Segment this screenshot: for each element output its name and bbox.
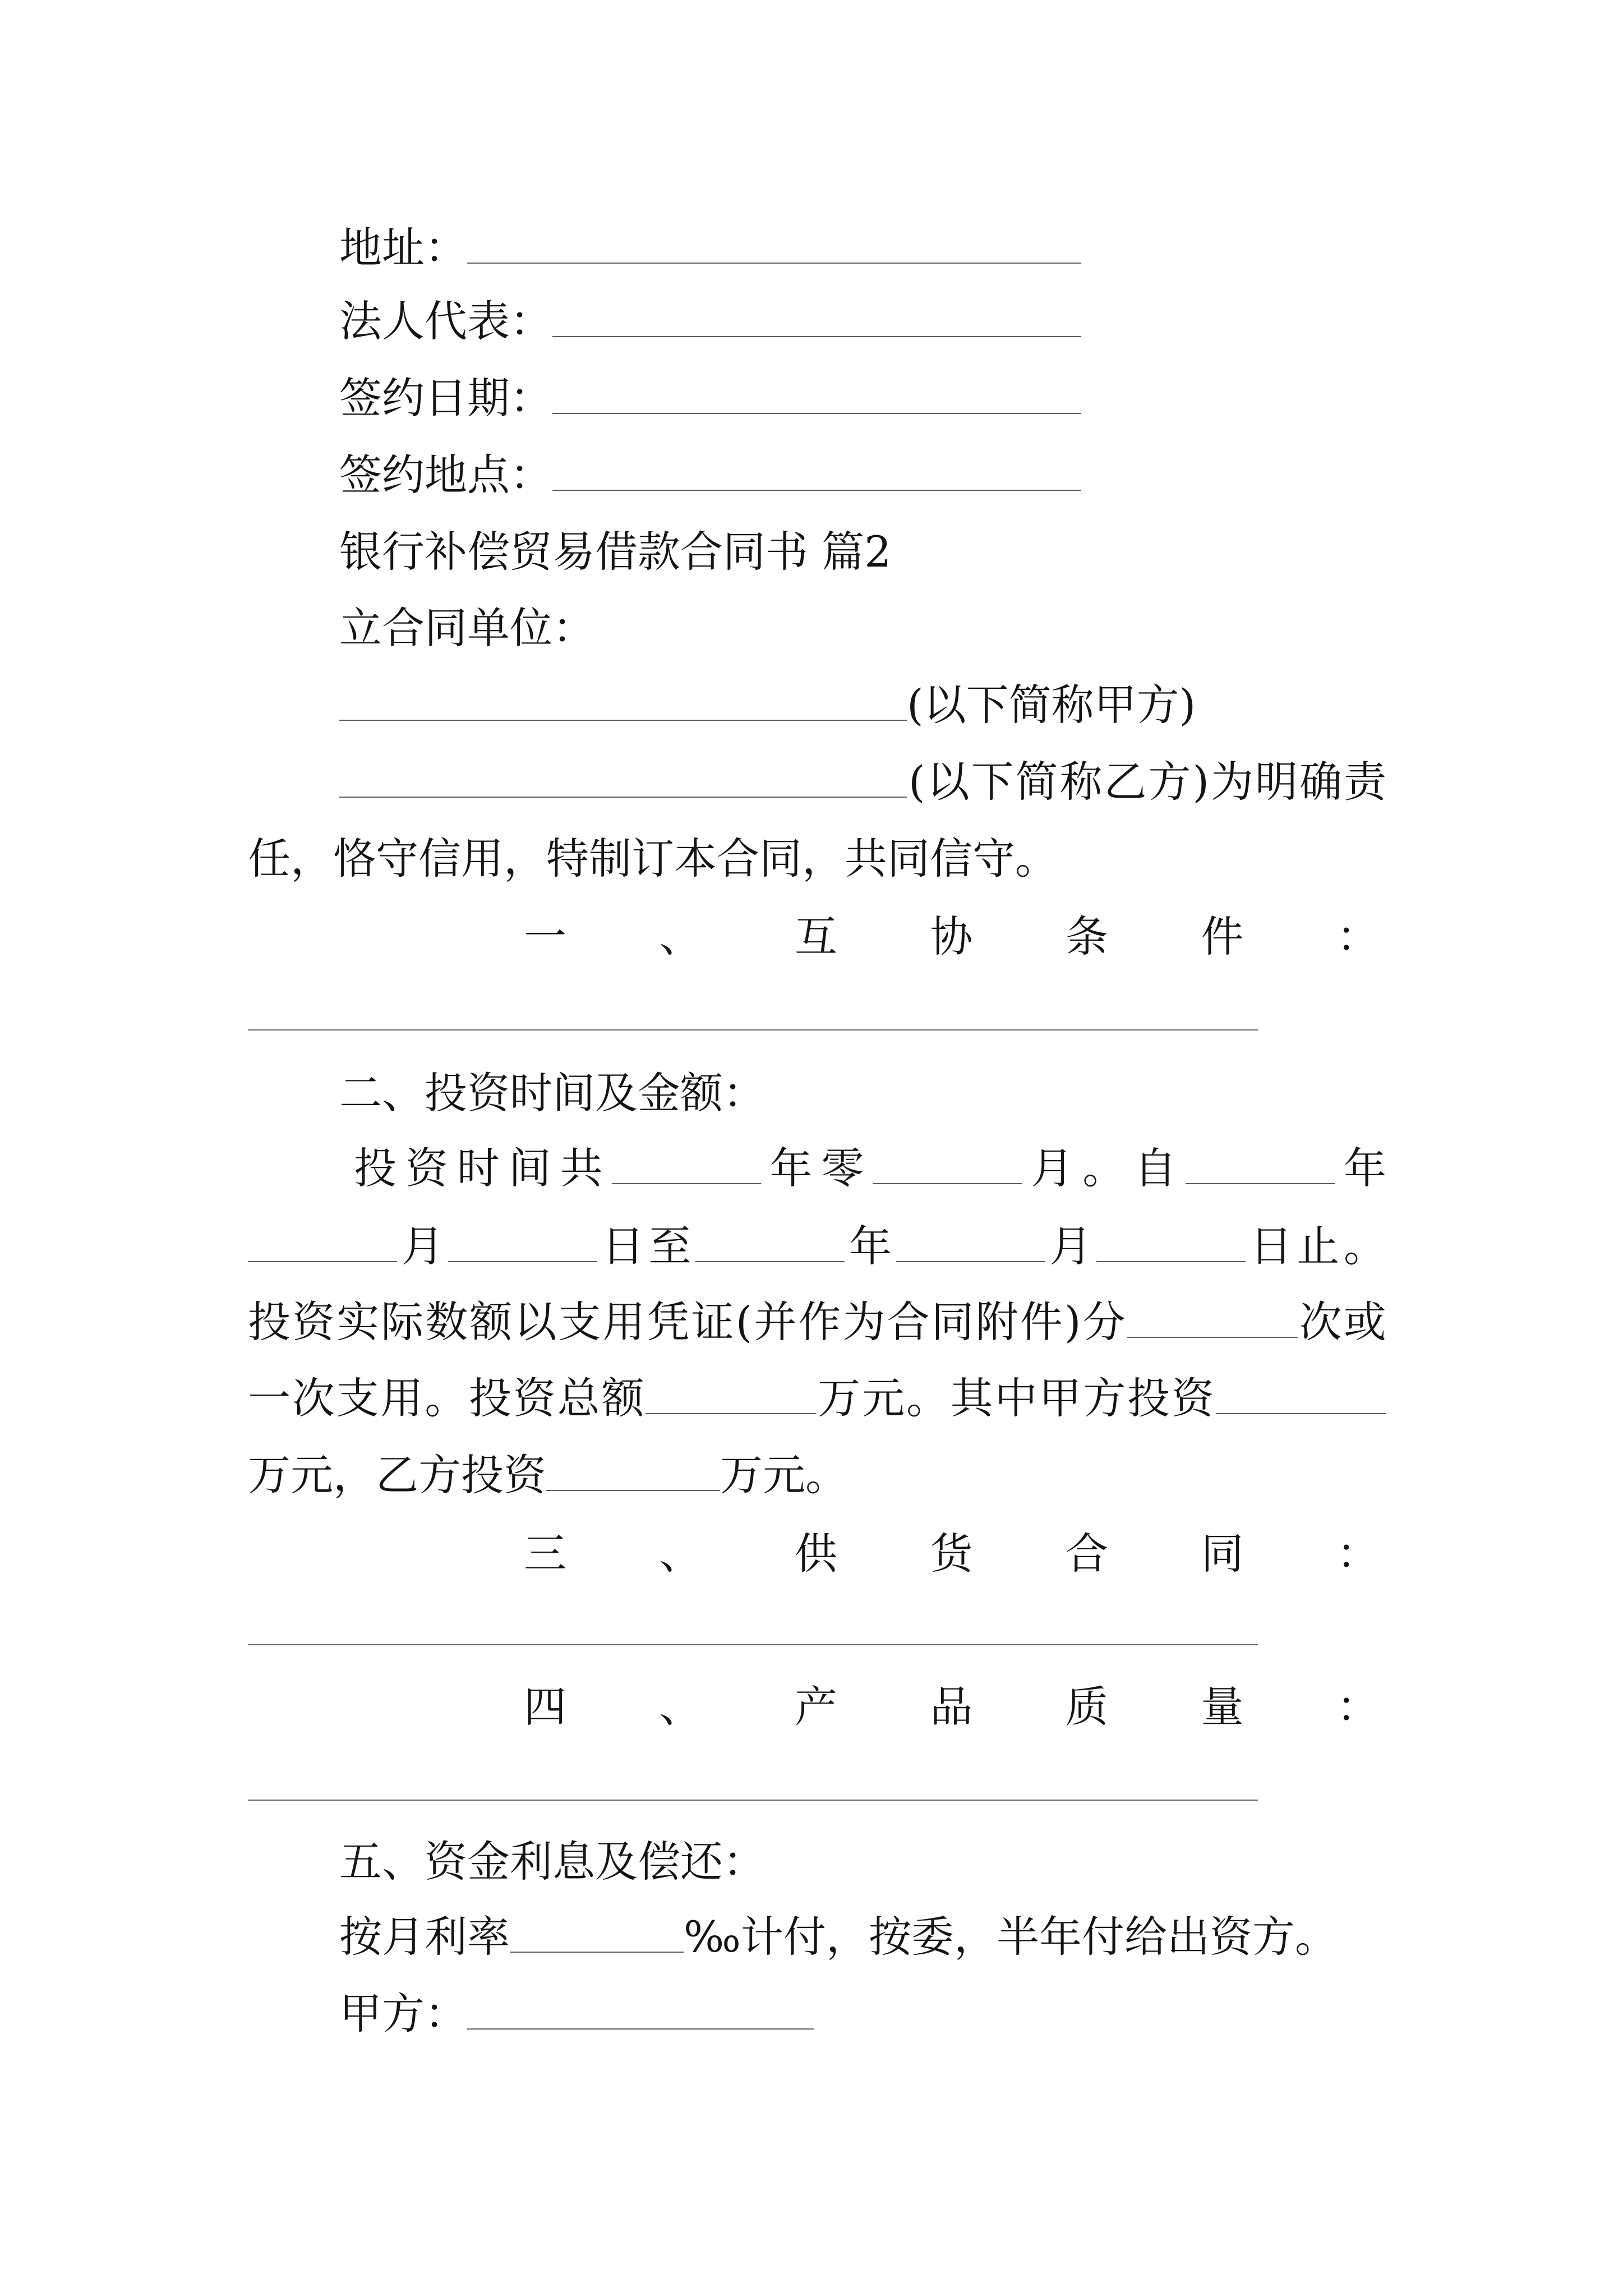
sign-place-blank: [552, 454, 1081, 491]
char: 品: [930, 1682, 973, 1732]
char: (: [735, 1297, 753, 1347]
char: 年: [849, 1221, 892, 1271]
char: 明: [1255, 757, 1298, 807]
char: 以: [926, 757, 970, 807]
char: (: [908, 757, 925, 807]
sign-place-line: [339, 450, 1081, 500]
char: 协: [930, 912, 973, 961]
char: 间: [508, 1143, 551, 1193]
char: 方: [1148, 757, 1191, 807]
char: 一: [248, 1373, 291, 1423]
char: 资: [1171, 1373, 1214, 1423]
char: 止: [1297, 1221, 1340, 1271]
char: 投: [1127, 1373, 1170, 1423]
clause5-text: 按月利率: [339, 1912, 510, 1962]
clause3-fill-line: [248, 1644, 1258, 1645]
char: 凭: [647, 1297, 690, 1347]
char: 用: [380, 1373, 423, 1423]
address-label: 地址：: [339, 223, 467, 273]
char: 次: [292, 1373, 335, 1423]
clause3-heading: [524, 1529, 1379, 1579]
char: 质: [1066, 1682, 1108, 1732]
char: 日: [601, 1221, 644, 1271]
address-blank: [467, 227, 1081, 264]
party-a-signature-label: 甲方：: [339, 1989, 467, 2039]
char: 、: [659, 1529, 702, 1579]
clause2-line-5: [248, 1450, 848, 1500]
clause2-line-1: [354, 1143, 1386, 1193]
clause5-text: ‰计付，按委，半年付给出资方。: [684, 1912, 1338, 1962]
char: 称: [1059, 757, 1103, 807]
char: 投: [248, 1297, 291, 1347]
legal-rep-line: [339, 296, 1081, 346]
investment-months-blank: [873, 1147, 1022, 1184]
char: 自: [1134, 1143, 1177, 1193]
monthly-rate-blank: [510, 1916, 684, 1953]
char: 货: [930, 1529, 973, 1579]
clause2-heading-text: 二、投资时间及金额：: [339, 1068, 766, 1118]
char: 甲: [1039, 1373, 1082, 1423]
char: 额: [601, 1373, 644, 1423]
char: 额: [469, 1297, 513, 1347]
start-month-blank: [248, 1225, 397, 1262]
char: 责: [1343, 757, 1386, 807]
party-a-signature-blank: [467, 1993, 814, 2030]
char: 零: [821, 1143, 864, 1193]
clause5-line: [339, 1912, 1338, 1962]
clause5-heading: [339, 1837, 766, 1887]
char: 合: [887, 1297, 930, 1347]
char: ：: [1336, 912, 1379, 961]
total-investment-blank: [645, 1377, 816, 1414]
char: 、: [659, 1682, 702, 1732]
char: 条: [1066, 912, 1108, 961]
party-a-line: [339, 680, 1196, 730]
preamble-continued-line: [248, 834, 1058, 884]
char: 时: [457, 1143, 500, 1193]
char: 分: [1082, 1297, 1126, 1347]
char: 件: [1020, 1297, 1063, 1347]
char: 年: [1343, 1143, 1386, 1193]
char: 至: [648, 1221, 691, 1271]
char: ): [1192, 757, 1210, 807]
char: 投: [354, 1143, 396, 1193]
char: 共: [560, 1143, 603, 1193]
party-b-line: [339, 757, 1386, 807]
legal-rep-label: 法人代表：: [339, 296, 552, 346]
contract-title: 银行补偿贸易借款合同书 篇2: [339, 527, 892, 577]
char: 四: [524, 1682, 566, 1732]
preamble-continued: 任，恪守信用，特制订本合同，共同信守。: [248, 834, 1058, 884]
sign-date-line: [339, 373, 1081, 423]
char: 简: [1015, 757, 1058, 807]
char: 乙: [1104, 757, 1147, 807]
char: 年: [769, 1143, 813, 1193]
char: 附: [975, 1297, 1018, 1347]
party-a-signature-line: [339, 1989, 814, 2039]
clause1-fill-line: [248, 1029, 1258, 1030]
char: 用: [602, 1297, 645, 1347]
char: 或: [1343, 1297, 1386, 1347]
char: 三: [524, 1529, 566, 1579]
char: 支: [558, 1297, 601, 1347]
char: 证: [691, 1297, 734, 1347]
clause2-text: 万元。: [720, 1450, 848, 1500]
char: 资: [292, 1297, 335, 1347]
char: 产: [795, 1682, 837, 1732]
clause5-heading-text: 五、资金利息及偿还：: [339, 1837, 766, 1887]
sign-date-label: 签约日期：: [339, 373, 552, 423]
char: 一: [524, 912, 566, 961]
clause2-line-3: [248, 1297, 1386, 1347]
char: 同: [931, 1297, 974, 1347]
start-year-blank: [1186, 1147, 1335, 1184]
char: 资: [513, 1373, 556, 1423]
char: ：: [1336, 1529, 1379, 1579]
char: 。: [425, 1373, 468, 1423]
end-day-blank: [1096, 1225, 1246, 1262]
char: 中: [994, 1373, 1038, 1423]
installments-blank: [1127, 1301, 1298, 1338]
investment-years-blank: [612, 1147, 761, 1184]
char: 。: [1343, 1221, 1386, 1271]
char: 其: [950, 1373, 993, 1423]
party-a-investment-blank: [1216, 1377, 1386, 1414]
end-month-blank: [896, 1225, 1045, 1262]
address-line: [339, 223, 1081, 273]
char: 月: [401, 1221, 444, 1271]
char: 方: [1083, 1373, 1126, 1423]
sign-place-label: 签约地点：: [339, 450, 552, 500]
char: 日: [1249, 1221, 1293, 1271]
char: 数: [425, 1297, 468, 1347]
clause2-line-2: [248, 1221, 1386, 1271]
char: 作: [798, 1297, 841, 1347]
clause4-heading: [524, 1682, 1379, 1732]
char: 万: [818, 1373, 861, 1423]
party-b-investment-blank: [546, 1454, 720, 1491]
char: 件: [1201, 912, 1244, 961]
char: 合: [1066, 1529, 1108, 1579]
char: 并: [754, 1297, 797, 1347]
clause4-fill-line: [248, 1800, 1258, 1801]
char: 支: [336, 1373, 379, 1423]
char: 下: [971, 757, 1014, 807]
char: 量: [1201, 1682, 1244, 1732]
party-a-suffix: (以下简称甲方): [907, 680, 1196, 730]
char: 互: [795, 912, 837, 961]
start-day-blank: [448, 1225, 597, 1262]
char: ): [1064, 1297, 1081, 1347]
char: 。: [1082, 1143, 1126, 1193]
clause2-heading: [339, 1068, 766, 1118]
parties-label-line: [339, 603, 595, 653]
char: 确: [1299, 757, 1342, 807]
party-a-name-blank: [339, 684, 907, 721]
char: 以: [514, 1297, 557, 1347]
char: 实: [336, 1297, 380, 1347]
clause2-text: 万元，乙方投资: [248, 1450, 546, 1500]
char: 为: [1211, 757, 1254, 807]
char: 。: [906, 1373, 949, 1423]
party-b-name-blank: [339, 761, 907, 798]
char: 、: [659, 912, 702, 961]
char: 元: [862, 1373, 905, 1423]
char: 同: [1201, 1529, 1244, 1579]
char: 际: [381, 1297, 424, 1347]
char: 资: [405, 1143, 448, 1193]
char: ：: [1336, 1682, 1379, 1732]
char: 次: [1299, 1297, 1342, 1347]
sign-date-blank: [552, 377, 1081, 414]
char: 投: [469, 1373, 512, 1423]
char: 供: [795, 1529, 837, 1579]
char: 为: [842, 1297, 886, 1347]
end-year-blank: [695, 1225, 845, 1262]
char: 月: [1031, 1143, 1074, 1193]
char: 总: [557, 1373, 600, 1423]
clause2-line-4: [248, 1373, 1386, 1423]
legal-rep-blank: [552, 300, 1081, 337]
contract-title-line: [339, 527, 892, 577]
char: 月: [1049, 1221, 1092, 1271]
parties-label: 立合同单位：: [339, 603, 595, 653]
clause1-heading: [524, 912, 1379, 961]
